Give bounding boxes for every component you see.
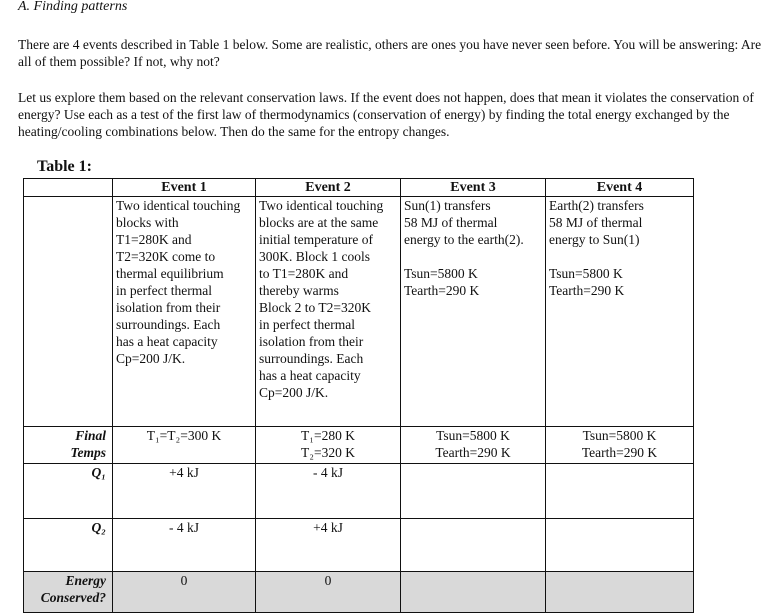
temp-value: Tsun=5800 K <box>436 428 510 443</box>
description-line: 58 MJ of thermal <box>404 215 498 230</box>
description-spacer <box>404 248 542 265</box>
description-line: Tearth=290 K <box>549 283 625 298</box>
description-line: Two identical touching <box>259 198 384 213</box>
q2-row <box>24 519 694 572</box>
description-line: thereby warms <box>259 283 339 298</box>
temp-value: Tsun=5800 K <box>582 428 657 443</box>
q1-label: Q₁ <box>24 464 113 519</box>
temp-value: T₁=T₂=300 K <box>146 428 222 443</box>
description-line: isolation from their <box>116 300 221 315</box>
description-line: in perfect thermal <box>116 283 212 298</box>
description-line: Tsun=5800 K <box>404 266 478 281</box>
description-line: thermal equilibrium <box>116 266 224 281</box>
event3-energy <box>401 572 546 613</box>
description-line: T2=320K come to <box>116 249 216 264</box>
description-line: 58 MJ of thermal <box>549 215 643 230</box>
description-line: has a heat capacity <box>259 368 361 383</box>
event2-description <box>256 197 401 427</box>
q2-label: Q₂ <box>24 519 113 572</box>
event1-q1: +4 kJ <box>113 464 256 519</box>
event4-description <box>546 197 694 427</box>
event2-q2: +4 kJ <box>256 519 401 572</box>
energy-conserved-row <box>24 572 694 613</box>
description-line: Two identical touching <box>116 198 241 213</box>
description-line: surroundings. Each <box>116 317 221 332</box>
description-line: Block 2 to T2=320K <box>259 300 371 315</box>
row-label-line: Conserved? <box>40 590 106 605</box>
final-temps-row <box>24 427 694 464</box>
event1-q2: - 4 kJ <box>113 519 256 572</box>
description-line: energy to Sun(1) <box>549 232 640 247</box>
description-label <box>24 197 113 427</box>
description-line: surroundings. Each <box>259 351 364 366</box>
event4-header: Event 4 <box>546 179 694 197</box>
event2-energy: 0 <box>256 572 401 613</box>
description-line: 300K. Block 1 cools <box>259 249 370 264</box>
event3-final-temps <box>401 427 546 464</box>
description-line: Cp=200 J/K. <box>259 385 329 400</box>
description-line: Tearth=290 K <box>404 283 480 298</box>
description-row <box>24 197 694 427</box>
description-line: Sun(1) transfers <box>404 198 491 213</box>
q1-row <box>24 464 694 519</box>
description-line: blocks are at the same <box>259 215 379 230</box>
event1-final-temps <box>113 427 256 464</box>
description-spacer <box>549 248 690 265</box>
event4-final-temps <box>546 427 694 464</box>
temp-value: Tearth=290 K <box>581 445 658 460</box>
description-line: Cp=200 J/K. <box>116 351 186 366</box>
event3-q1 <box>401 464 546 519</box>
temp-value: Tearth=290 K <box>435 445 511 460</box>
temp-value: T₂=320 K <box>301 445 355 460</box>
event1-energy: 0 <box>113 572 256 613</box>
description-line: Earth(2) transfers <box>549 198 644 213</box>
temp-value: T₁=280 K <box>301 428 355 443</box>
row-label-line: Temps <box>70 445 106 460</box>
description-line: initial temperature of <box>259 232 373 247</box>
description-line: isolation from their <box>259 334 364 349</box>
event4-energy <box>546 572 694 613</box>
instructions-paragraph: Let us explore them based on the relevant conservation laws. If the event does not happen, does that mean it violates the conservation of energy? Use each as a test of the first law of thermodynamics (conservation of energy) by finding the total energy exchanged by the heating/cooling combinations below. Then do the same for the entropy changes. <box>18 90 754 139</box>
description-line: has a heat capacity <box>116 334 218 349</box>
event3-q2 <box>401 519 546 572</box>
final-temps-label <box>24 427 113 464</box>
energy-conserved-label <box>24 572 113 613</box>
description-line: blocks with <box>116 215 179 230</box>
description-line: in perfect thermal <box>259 317 355 332</box>
event2-header: Event 2 <box>256 179 401 197</box>
event1-description <box>113 197 256 427</box>
table-header-row <box>24 179 694 197</box>
event3-description <box>401 197 546 427</box>
event3-header: Event 3 <box>401 179 546 197</box>
description-line: energy to the earth(2). <box>404 232 524 247</box>
table-title: Table 1: <box>37 158 92 175</box>
row-label-line: Energy <box>65 573 106 588</box>
corner-header <box>24 179 113 197</box>
event2-q1: - 4 kJ <box>256 464 401 519</box>
description-line: T1=280K and <box>116 232 192 247</box>
intro-paragraph: There are 4 events described in Table 1 below. Some are realistic, others are ones you have never seen before. You will be answering: Are all of them possible? If not, why not? <box>18 37 762 69</box>
event1-header: Event 1 <box>113 179 256 197</box>
description-line: to T1=280K and <box>259 266 349 281</box>
row-label-line: Final <box>75 428 106 443</box>
section-heading: A. Finding patterns <box>18 0 128 14</box>
event2-final-temps <box>256 427 401 464</box>
event4-q2 <box>546 519 694 572</box>
description-line: Tsun=5800 K <box>549 266 623 281</box>
event4-q1 <box>546 464 694 519</box>
events-table <box>23 178 694 613</box>
